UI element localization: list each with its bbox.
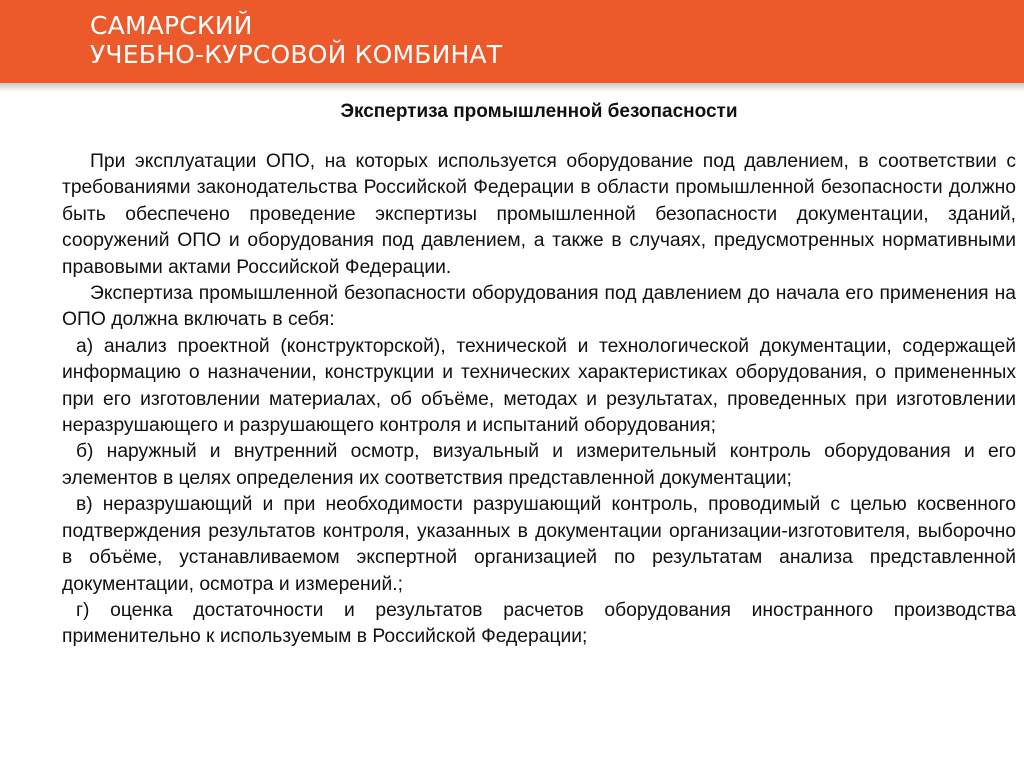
header-divider: [0, 83, 1024, 92]
document-body: [62, 100, 1016, 651]
paragraph-item-v: в) неразрушающий и при необходимости разрушающий контроль, проводимый с целью косвенного подтверждения результатов контроля, указанных в документации организации-изготовителя, выборочно в объёме, устанавливаемом экспертной организацией по результатам анализа представленной документации, осмотра и измерений.;: [62, 494, 1016, 595]
company-logo: [90, 11, 502, 69]
paragraph-item-a: а) анализ проектной (конструкторской), технической и технологической документации, содержащей информацию о назначении, конструкции и технических характеристиках оборудования, о примененных при его изготовлении материалах, об объёме, методах и результатах, проведенных при изготовлении неразрушающего и разрушающего контроля и испытаний оборудования;: [62, 335, 1016, 437]
logo-line-2: УЧЕБНО-КУРСОВОЙ КОМБИНАТ: [90, 40, 503, 69]
paragraph-intro: При эксплуатации ОПО, на которых используется оборудование под давлением, в соответствии с требованиями законодательства Российской Федерации в области промышленной безопасности должно быть обеспечено проведение экспертизы промышленной безопасности документации, зданий, сооружений ОПО и оборудования под давлением, а также в случаях, предусмотренных нормативными правовыми актами Российской Федерации.: [62, 151, 1016, 278]
paragraph-item-b: б) наружный и внутренний осмотр, визуальный и измерительный контроль оборудования и его элементов в целях определения их соответствия представленной документации;: [62, 441, 1016, 489]
header-bar: [0, 0, 1024, 83]
document-title: Экспертиза промышленной безопасности: [340, 101, 738, 122]
logo-line-1: САМАРСКИЙ: [90, 11, 253, 40]
paragraph-scope: Экспертиза промышленной безопасности оборудования под давлением до начала его применения на ОПО должна включать в себя:: [62, 283, 1016, 331]
paragraph-item-g: г) оценка достаточности и результатов расчетов оборудования иностранного производства применительно к используемым в Российской Федерации;: [62, 599, 1016, 648]
